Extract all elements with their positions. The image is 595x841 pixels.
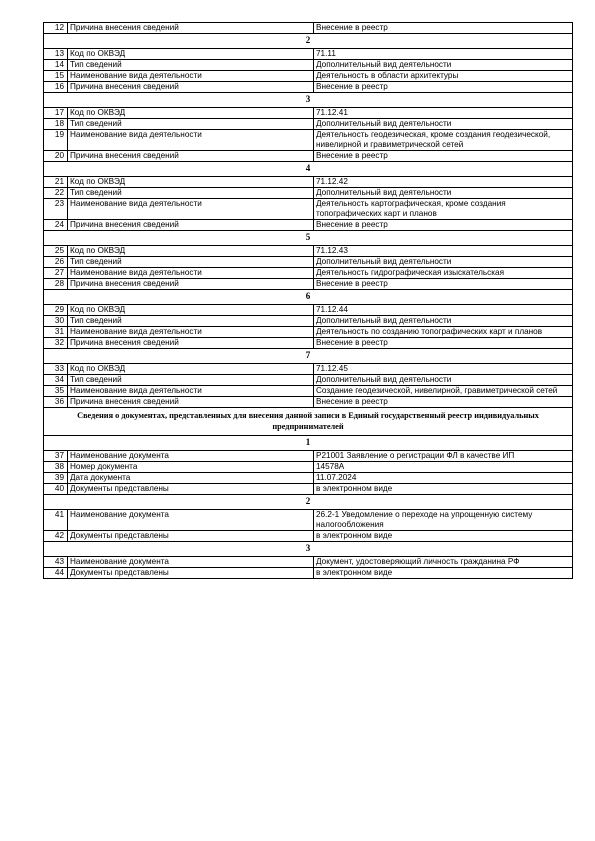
table-row: [44, 386, 573, 397]
group-number: 2: [44, 495, 573, 510]
table-row: [44, 557, 573, 568]
row-number: 22: [44, 188, 68, 199]
row-number: 26: [44, 257, 68, 268]
group-number: 4: [44, 162, 573, 177]
documents-section-header: [44, 408, 573, 436]
row-number: 32: [44, 338, 68, 349]
field-label: Причина внесения сведений: [68, 151, 314, 162]
table-row: [44, 338, 573, 349]
row-number: 40: [44, 484, 68, 495]
field-value: 26.2-1 Уведомление о переходе на упрощенную систему налогообложения: [314, 510, 573, 531]
table-row: [44, 305, 573, 316]
group-number: 2: [44, 34, 573, 49]
field-value: 71.12.43: [314, 246, 573, 257]
row-number: 21: [44, 177, 68, 188]
table-row: [44, 568, 573, 579]
table-row: [44, 510, 573, 531]
table-row: [44, 268, 573, 279]
field-label: Документы представлены: [68, 531, 314, 542]
field-label: Наименование вида деятельности: [68, 71, 314, 82]
row-number: 13: [44, 49, 68, 60]
group-number-row: [44, 542, 573, 557]
field-value: 71.12.41: [314, 108, 573, 119]
field-value: Деятельность геодезическая, кроме создания геодезической, нивелирной и гравиметрической сетей: [314, 130, 573, 151]
row-number: 44: [44, 568, 68, 579]
table-row: [44, 462, 573, 473]
table-row: [44, 220, 573, 231]
table-row: [44, 130, 573, 151]
field-label: Наименование вида деятельности: [68, 199, 314, 220]
table-row: [44, 484, 573, 495]
records-table: [43, 22, 573, 579]
table-row: [44, 279, 573, 290]
row-number: 33: [44, 364, 68, 375]
group-number: 6: [44, 290, 573, 305]
row-number: 23: [44, 199, 68, 220]
field-label: Код по ОКВЭД: [68, 108, 314, 119]
field-value: Документ, удостоверяющий личность гражданина РФ: [314, 557, 573, 568]
row-number: 42: [44, 531, 68, 542]
row-number: 24: [44, 220, 68, 231]
group-number-row: [44, 34, 573, 49]
section-title: Сведения о документах, представленных для внесения данной записи в Единый государственный реестр индивидуальных предпринимателей: [44, 408, 573, 436]
row-number: 25: [44, 246, 68, 257]
row-number: 17: [44, 108, 68, 119]
field-value: Создание геодезической, нивелирной, гравиметрической сетей: [314, 386, 573, 397]
field-label: Тип сведений: [68, 119, 314, 130]
table-row: [44, 257, 573, 268]
table-row: [44, 199, 573, 220]
field-label: Наименование документа: [68, 510, 314, 531]
field-label: Причина внесения сведений: [68, 82, 314, 93]
table-row: [44, 451, 573, 462]
field-label: Тип сведений: [68, 316, 314, 327]
field-value: Деятельность в области архитектуры: [314, 71, 573, 82]
table-row: [44, 119, 573, 130]
table-row: [44, 327, 573, 338]
row-number: 18: [44, 119, 68, 130]
group-number-row: [44, 495, 573, 510]
row-number: 39: [44, 473, 68, 484]
table-row: [44, 473, 573, 484]
field-value: Внесение в реестр: [314, 397, 573, 408]
row-number: 37: [44, 451, 68, 462]
table-row: [44, 375, 573, 386]
field-value: Внесение в реестр: [314, 279, 573, 290]
group-number: 3: [44, 93, 573, 108]
field-value: Внесение в реестр: [314, 338, 573, 349]
field-label: Наименование вида деятельности: [68, 327, 314, 338]
field-value: Дополнительный вид деятельности: [314, 316, 573, 327]
field-label: Код по ОКВЭД: [68, 246, 314, 257]
field-label: Тип сведений: [68, 60, 314, 71]
field-label: Причина внесения сведений: [68, 397, 314, 408]
row-number: 41: [44, 510, 68, 531]
table-row: [44, 397, 573, 408]
field-value: Деятельность гидрографическая изыскательская: [314, 268, 573, 279]
field-value: Деятельность картографическая, кроме создания топографических карт и планов: [314, 199, 573, 220]
table-row: [44, 82, 573, 93]
field-label: Наименование документа: [68, 451, 314, 462]
field-label: Причина внесения сведений: [68, 23, 314, 34]
field-value: Дополнительный вид деятельности: [314, 119, 573, 130]
field-label: Код по ОКВЭД: [68, 305, 314, 316]
field-value: Дополнительный вид деятельности: [314, 257, 573, 268]
field-label: Код по ОКВЭД: [68, 49, 314, 60]
table-row: [44, 316, 573, 327]
row-number: 29: [44, 305, 68, 316]
field-label: Документы представлены: [68, 484, 314, 495]
field-value: 71.12.44: [314, 305, 573, 316]
row-number: 38: [44, 462, 68, 473]
field-label: Наименование вида деятельности: [68, 130, 314, 151]
field-label: Наименование вида деятельности: [68, 386, 314, 397]
field-value: Внесение в реестр: [314, 23, 573, 34]
group-number-row: [44, 231, 573, 246]
row-number: 27: [44, 268, 68, 279]
field-label: Код по ОКВЭД: [68, 364, 314, 375]
field-value: Внесение в реестр: [314, 151, 573, 162]
field-label: Тип сведений: [68, 188, 314, 199]
field-label: Дата документа: [68, 473, 314, 484]
records-table-body: [44, 23, 573, 579]
table-row: [44, 188, 573, 199]
row-number: 36: [44, 397, 68, 408]
group-number: 3: [44, 542, 573, 557]
row-number: 31: [44, 327, 68, 338]
field-label: Наименование вида деятельности: [68, 268, 314, 279]
table-row: [44, 49, 573, 60]
row-number: 20: [44, 151, 68, 162]
field-value: 71.12.42: [314, 177, 573, 188]
field-value: Деятельность по созданию топографических карт и планов: [314, 327, 573, 338]
field-label: Код по ОКВЭД: [68, 177, 314, 188]
field-value: Дополнительный вид деятельности: [314, 375, 573, 386]
field-label: Номер документа: [68, 462, 314, 473]
row-number: 30: [44, 316, 68, 327]
group-number-row: [44, 349, 573, 364]
row-number: 35: [44, 386, 68, 397]
table-row: [44, 177, 573, 188]
table-row: [44, 364, 573, 375]
row-number: 34: [44, 375, 68, 386]
group-number-row: [44, 162, 573, 177]
field-label: Тип сведений: [68, 257, 314, 268]
group-number-row: [44, 93, 573, 108]
field-label: Документы представлены: [68, 568, 314, 579]
field-value: 14578А: [314, 462, 573, 473]
field-value: Дополнительный вид деятельности: [314, 188, 573, 199]
field-value: в электронном виде: [314, 484, 573, 495]
table-row: [44, 71, 573, 82]
table-row: [44, 23, 573, 34]
row-number: 43: [44, 557, 68, 568]
field-value: Внесение в реестр: [314, 82, 573, 93]
table-row: [44, 108, 573, 119]
field-value: Дополнительный вид деятельности: [314, 60, 573, 71]
field-value: Внесение в реестр: [314, 220, 573, 231]
field-value: 11.07.2024: [314, 473, 573, 484]
group-number: 1: [44, 436, 573, 451]
field-value: Р21001 Заявление о регистрации ФЛ в качестве ИП: [314, 451, 573, 462]
field-label: Причина внесения сведений: [68, 338, 314, 349]
field-label: Причина внесения сведений: [68, 220, 314, 231]
row-number: 14: [44, 60, 68, 71]
field-value: 71.11: [314, 49, 573, 60]
table-row: [44, 531, 573, 542]
group-number-row: [44, 290, 573, 305]
field-label: Причина внесения сведений: [68, 279, 314, 290]
field-value: в электронном виде: [314, 531, 573, 542]
field-value: 71.12.45: [314, 364, 573, 375]
row-number: 16: [44, 82, 68, 93]
row-number: 28: [44, 279, 68, 290]
table-row: [44, 60, 573, 71]
row-number: 15: [44, 71, 68, 82]
group-number: 5: [44, 231, 573, 246]
group-number-row: [44, 436, 573, 451]
table-row: [44, 246, 573, 257]
group-number: 7: [44, 349, 573, 364]
row-number: 12: [44, 23, 68, 34]
field-value: в электронном виде: [314, 568, 573, 579]
row-number: 19: [44, 130, 68, 151]
field-label: Тип сведений: [68, 375, 314, 386]
field-label: Наименование документа: [68, 557, 314, 568]
table-row: [44, 151, 573, 162]
egrip-extract-page: [43, 22, 573, 579]
